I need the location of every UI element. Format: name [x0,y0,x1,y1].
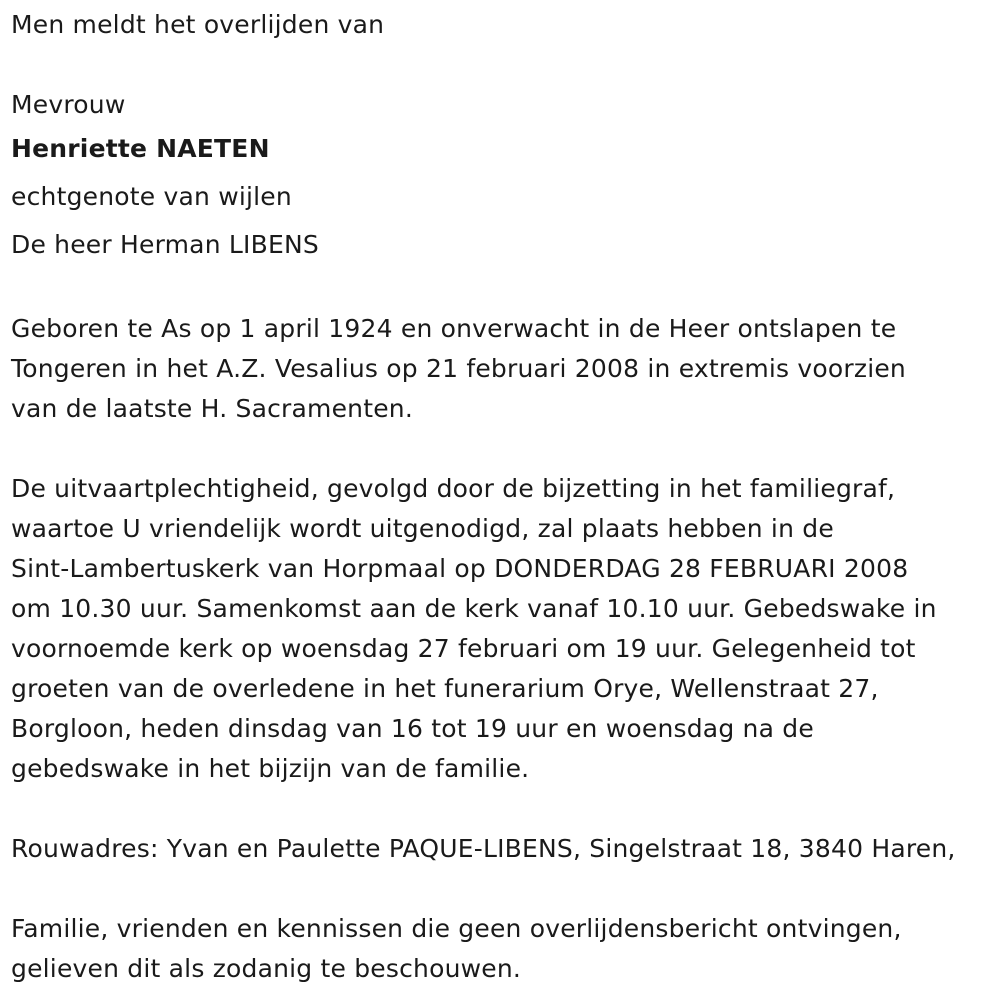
paragraph-line: van de laatste H. Sacramenten. [11,394,413,423]
paragraph-line: voornoemde kerk op woensdag 27 februari om 19 uur. Gelegenheid tot [11,634,916,663]
paragraph-line: groeten van de overledene in het funerarium Orye, Wellenstraat 27, [11,674,879,703]
spacer [11,269,996,309]
paragraph-line: Sint-Lambertuskerk van Horpmaal op DONDERDAG 28 FEBRUARI 2008 [11,554,909,583]
intro-text: Men meldt het overlijden van [11,10,385,39]
spacer [11,45,996,85]
deceased-name: Henriette NAETEN [11,134,270,163]
paragraph-line: Tongeren in het A.Z. Vesalius op 21 februari 2008 in extremis voorzien [11,354,906,383]
paragraph-line: De uitvaartplechtigheid, gevolgd door de bijzetting in het familiegraf, [11,474,896,503]
paragraph-line: Borgloon, heden dinsdag van 16 tot 19 uur en woensdag na de [11,714,814,743]
paragraph-line: om 10.30 uur. Samenkomst aan de kerk vanaf 10.10 uur. Gebedswake in [11,594,937,623]
spacer [11,869,996,909]
mourning-address: Rouwadres: Yvan en Paulette PAQUE-LIBENS, Singelstraat 18, 3840 Haren, [11,834,956,863]
spacer [11,789,996,829]
spouse-intro: echtgenote van wijlen [11,182,292,211]
funeral-paragraph [11,469,996,789]
spouse-name: De heer Herman LIBENS [11,230,319,259]
salutation: Mevrouw [11,90,126,119]
paragraph-line: Familie, vrienden en kennissen die geen overlijdensbericht ontvingen, [11,914,902,943]
paragraph-line: gelieven dit als zodanig te beschouwen. [11,954,522,983]
closing-paragraph [11,909,996,989]
paragraph-line: gebedswake in het bijzijn van de familie. [11,754,530,783]
paragraph-line: waartoe U vriendelijk wordt uitgenodigd, zal plaats hebben in de [11,514,834,543]
paragraph-line: Geboren te As op 1 april 1924 en onverwacht in de Heer ontslapen te [11,314,897,343]
spacer [11,429,996,469]
obituary-notice [11,5,996,989]
birth-paragraph [11,309,996,429]
